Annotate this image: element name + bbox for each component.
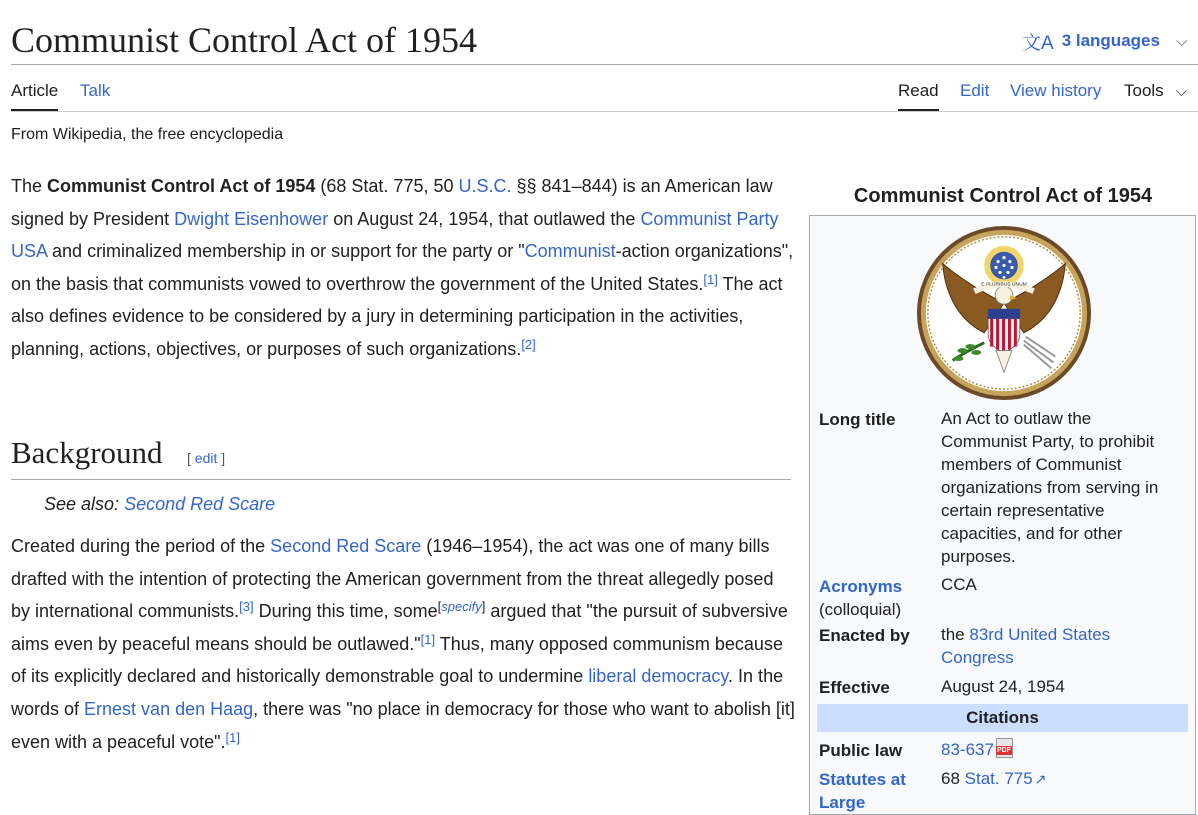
languages-label: 3 languages [1061,31,1160,50]
reference[interactable] [521,337,535,352]
long-title-value: An Act to outlaw the Communist Party, to prohibit members of Communist organizations from serving in certain representative capacities, and for other purposes. [941,409,1159,566]
bracket: [ [437,599,442,615]
infobox-title: Communist Control Act of 1954 [853,185,1153,207]
statutes-value [941,767,1181,791]
text: , there was "no place in democracy for those who want to abolish [it] even with a peaceful vote". [11,698,795,752]
ref-1[interactable]: [1] [225,729,240,745]
translate-icon: 文A [1022,32,1054,54]
effective-label: Effective [819,678,890,697]
ref-3[interactable]: [3] [239,599,254,615]
bracket: ] [217,450,226,466]
reference[interactable] [239,599,253,614]
text: argued that "the pursuit of subversive aims even by peaceful means should be outlawed." [11,601,788,654]
text: -action organizations", on the basis that communists vowed to overthrow the government of the United States. [11,241,794,294]
edit-link[interactable]: edit [194,450,218,466]
article-subject: Communist Control Act of 1954 [47,176,316,196]
reference[interactable] [421,632,435,647]
section-heading-background: Background [11,435,163,470]
tools-label: Tools [1124,81,1164,100]
text: The act also defines evidence to be considered by a jury in determining participation in the activities, planning, actions, objectives, or purposes of such organizations. [11,273,783,359]
link-second-red-scare[interactable]: Second Red Scare [124,494,276,514]
pdf-icon [996,738,1013,758]
chevron-down-icon: ⌵ [1175,32,1188,50]
ref-1[interactable]: [1] [703,271,718,287]
acronyms-sub: (colloquial) [819,600,902,619]
link-83rd-congress[interactable]: 83rd United States Congress [941,625,1111,667]
enacted-value [941,623,1181,669]
tab-talk[interactable]: Talk [80,81,111,100]
external-link-icon: ↗ [1034,771,1047,787]
public-law-value [941,738,1181,761]
ref-1[interactable]: [1] [420,631,436,647]
text: During this time, some [253,601,438,622]
link-public-law[interactable]: 83-637 [941,740,994,759]
bracket: [ [187,450,195,466]
link-liberal-democracy[interactable]: liberal democracy [588,666,729,687]
text: Created during the period of the [11,536,271,556]
link-stat-775[interactable]: Stat. 775 [964,769,1033,788]
infobox [809,215,1196,815]
ref-2[interactable]: [2] [521,336,536,352]
chevron-down-icon: ⌵ [1175,83,1188,100]
hatnote-prefix: See also: [44,494,125,514]
intro-paragraph [11,170,796,366]
tab-article[interactable]: Article [11,81,59,100]
link-usc[interactable]: U.S.C. [458,176,512,196]
great-seal-image[interactable] [915,224,1093,402]
reference[interactable] [226,730,240,745]
effective-value: August 24, 1954 [941,677,1065,696]
text: (1946–1954), the act was one of many bills drafted with the intention of protecting the American government from the threat allegedly posed by international communists. [11,536,774,622]
long-title-label: Long title [819,410,896,429]
section-edit-link[interactable] [187,450,225,466]
page-title: Communist Control Act of 1954 [11,20,478,60]
bracket: ] [481,599,486,615]
title-divider [11,64,1198,65]
text: 68 [941,769,965,788]
text: The [11,176,48,196]
tools-menu[interactable] [1124,80,1187,103]
public-law-label: Public law [819,741,903,760]
link-second-red-scare[interactable]: Second Red Scare [270,536,422,556]
acronyms-label [819,575,902,621]
link-dwight-eisenhower[interactable]: Dwight Eisenhower [174,208,329,229]
text: Thus, many opposed communism because of its explicitly declared and historically demonstrable goal to undermine [11,633,783,687]
tagline: From Wikipedia, the free encyclopedia [11,126,284,143]
citations-header: Citations [817,704,1188,732]
acronyms-link[interactable]: Acronyms [819,577,903,596]
text: the [941,625,970,644]
specify-tag [438,599,486,614]
hatnote [44,492,275,516]
text: §§ 841–844) is an American law signed by President [11,176,773,229]
pdf-badge: PDF [996,747,1011,754]
text: on August 24, 1954, that outlawed the [328,208,641,229]
link-communist[interactable]: Communist [524,241,616,262]
acronyms-value: CCA [941,575,977,594]
statutes-label [819,768,929,814]
tab-edit[interactable]: Edit [960,81,990,100]
link-communist-party-usa[interactable]: Communist Party USA [11,208,779,262]
tab-view-history[interactable]: View history [1010,81,1102,100]
specify-link[interactable]: specify [441,599,482,615]
background-paragraph [11,530,796,758]
section-divider [11,479,791,480]
text: . In the words of [11,666,784,719]
seal-motto: E PLURIBUS UNUM [981,282,1027,288]
text: and criminalized membership in or support for the party or " [47,241,525,262]
reference[interactable] [703,272,717,287]
tab-read[interactable]: Read [898,81,939,100]
tabs-divider [11,111,1198,112]
enacted-label: Enacted by [819,626,910,645]
languages-button[interactable] [1022,27,1187,55]
link-ernest-van-den-haag[interactable]: Ernest van den Haag [84,698,254,719]
statutes-link[interactable]: Statutes at Large [819,770,906,812]
text: (68 Stat. 775, 50 [315,176,459,196]
